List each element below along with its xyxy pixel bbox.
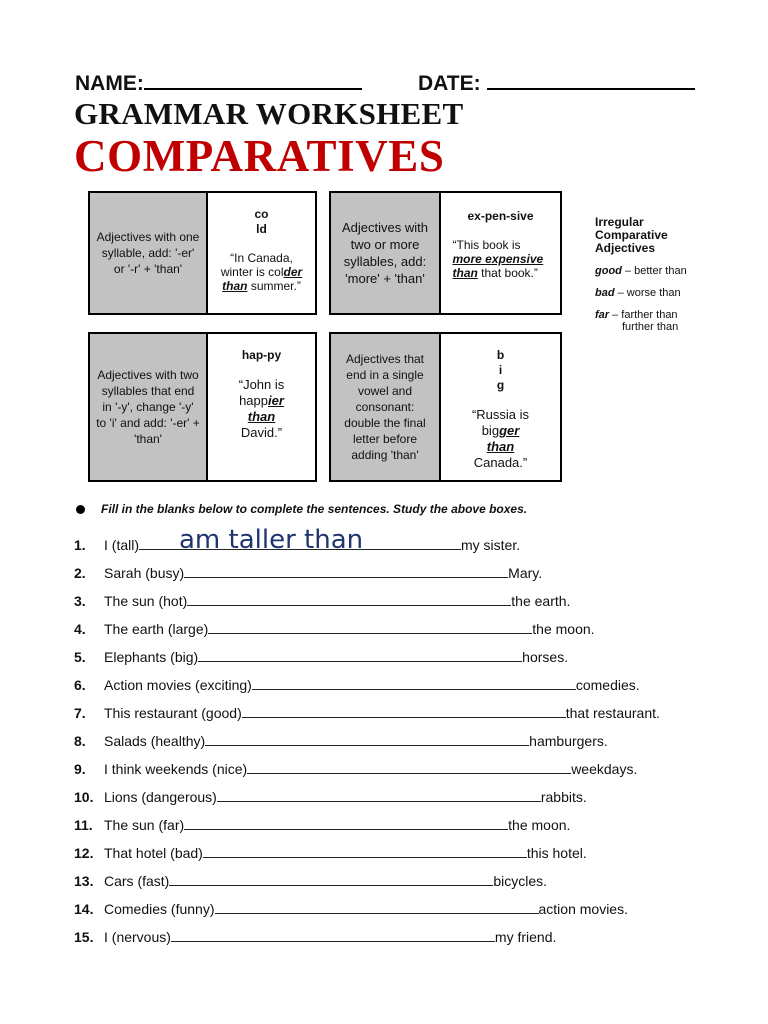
irregular-item-good: good – better than [595,265,687,277]
example-sentence: “In Canada, winter is colder than summer.” [220,251,303,293]
name-field[interactable] [75,70,362,96]
question-prompt: Sarah (busy) [104,565,185,581]
question-row [74,817,570,833]
question-ending: comedies. [575,677,640,693]
question-row [74,789,587,805]
question-number: 9. [74,761,86,777]
answer-blank[interactable] [252,677,576,690]
name-line[interactable] [144,70,362,90]
worksheet-title: GRAMMAR WORKSHEET [74,96,464,131]
question-prompt: Lions (dangerous) [104,789,217,805]
question-prompt: The sun (far) [104,817,185,833]
answer-blank[interactable] [215,901,539,914]
rule-text: Adjectives with one syllable, add: '-er' or '-r' + 'than' [90,193,208,313]
question-ending: the earth. [511,593,571,609]
answer-blank[interactable] [184,817,508,830]
question-ending: horses. [522,649,569,665]
example-cell [441,334,560,480]
question-ending: action movies. [538,901,628,917]
example-word: b i g [496,348,505,392]
question-row [74,901,628,917]
rule-text: Adjectives with two or more syllables, add: 'more' + 'than' [331,193,441,313]
question-ending: my sister. [461,537,521,553]
question-number: 12. [74,845,94,861]
irregular-item-far: far – farther than further than [595,309,679,333]
date-field[interactable] [418,70,695,96]
question-prompt: Comedies (funny) [104,901,215,917]
rule-box-double-consonant [329,332,562,482]
question-number: 3. [74,593,86,609]
question-number: 11. [74,817,93,833]
question-number: 8. [74,733,86,749]
question-prompt: That hotel (bad) [104,845,203,861]
worksheet-subtitle: COMPARATIVES [74,131,445,181]
rule-text: Adjectives with two syllables that end in '-y', change '-y' to 'i' and add: '-er' + 'than' [90,334,208,480]
question-row [74,525,521,555]
question-prompt: I (tall) [104,537,139,553]
name-label: NAME: [75,72,144,95]
question-number: 6. [74,677,86,693]
question-prompt: Cars (fast) [104,873,170,889]
question-row [74,873,547,889]
answer-blank[interactable] [205,733,529,746]
answer-blank[interactable] [217,789,541,802]
question-ending: hamburgers. [529,733,608,749]
question-row [74,761,637,777]
answer-blank[interactable] [169,873,493,886]
answer-blank[interactable] [171,929,495,942]
question-number: 14. [74,901,94,917]
question-number: 4. [74,621,86,637]
question-number: 10. [74,789,94,805]
question-row [74,565,542,581]
irregular-title: Irregular Comparative Adjectives [595,215,668,255]
question-number: 7. [74,705,86,721]
question-ending: Mary. [508,565,543,581]
answer-blank[interactable] [247,761,571,774]
date-line[interactable] [487,70,695,90]
question-ending: the moon. [508,817,571,833]
answer-blank[interactable] [198,649,522,662]
question-number: 15. [74,929,94,945]
example-sentence: “Russia is bigger than Canada.” [471,407,530,470]
question-ending: rabbits. [540,789,587,805]
question-prompt: Elephants (big) [104,649,199,665]
irregular-item-bad: bad – worse than [595,287,681,299]
date-label: DATE: [418,72,481,95]
rule-box-y-ending [88,332,317,482]
question-row [74,929,556,945]
question-number: 13. [74,873,94,889]
question-prompt: I (nervous) [104,929,171,945]
question-prompt: Action movies (exciting) [104,677,252,693]
question-row [74,593,570,609]
bullet-icon [76,505,85,514]
question-number: 2. [74,565,86,581]
example-word: hap-py [241,348,282,362]
example-sentence: “This book is more expensive than that book.” [452,238,544,280]
question-prompt: The sun (hot) [104,593,188,609]
question-number: 1. [74,537,86,553]
answer-blank[interactable] [208,621,532,634]
answer-blank[interactable] [139,525,461,555]
question-prompt: The earth (large) [104,621,209,637]
handwritten-answer: am taller than [179,525,364,555]
question-row [74,845,587,861]
example-sentence: “John is happier than David.” [238,377,285,440]
irregular-adjectives [595,216,765,333]
question-ending: the moon. [532,621,595,637]
answer-blank[interactable] [242,705,566,718]
question-ending: weekdays. [571,761,638,777]
example-cell [208,334,315,480]
answer-blank[interactable] [203,845,527,858]
question-ending: that restaurant. [565,705,660,721]
question-ending: this hotel. [526,845,587,861]
question-prompt: Salads (healthy) [104,733,206,749]
rule-box-one-syllable [88,191,317,315]
question-ending: my friend. [494,929,557,945]
question-prompt: This restaurant (good) [104,705,242,721]
question-ending: bicycles. [493,873,548,889]
question-prompt: I think weekends (nice) [104,761,248,777]
answer-blank[interactable] [184,565,508,578]
question-row [74,705,660,721]
question-row [74,621,595,637]
example-cell [208,193,315,313]
rule-box-two-or-more-syllables [329,191,562,315]
example-word: co ld [254,207,269,236]
question-row [74,733,608,749]
example-cell [441,193,560,313]
question-row [74,677,640,693]
rule-text: Adjectives that end in a single vowel and consonant: double the final letter before adding 'than' [331,334,441,480]
answer-blank[interactable] [187,593,511,606]
instructions: Fill in the blanks below to complete the sentences. Study the above boxes. [76,502,527,516]
question-number: 5. [74,649,86,665]
example-word: ex-pen-sive [467,209,534,223]
question-row [74,649,568,665]
